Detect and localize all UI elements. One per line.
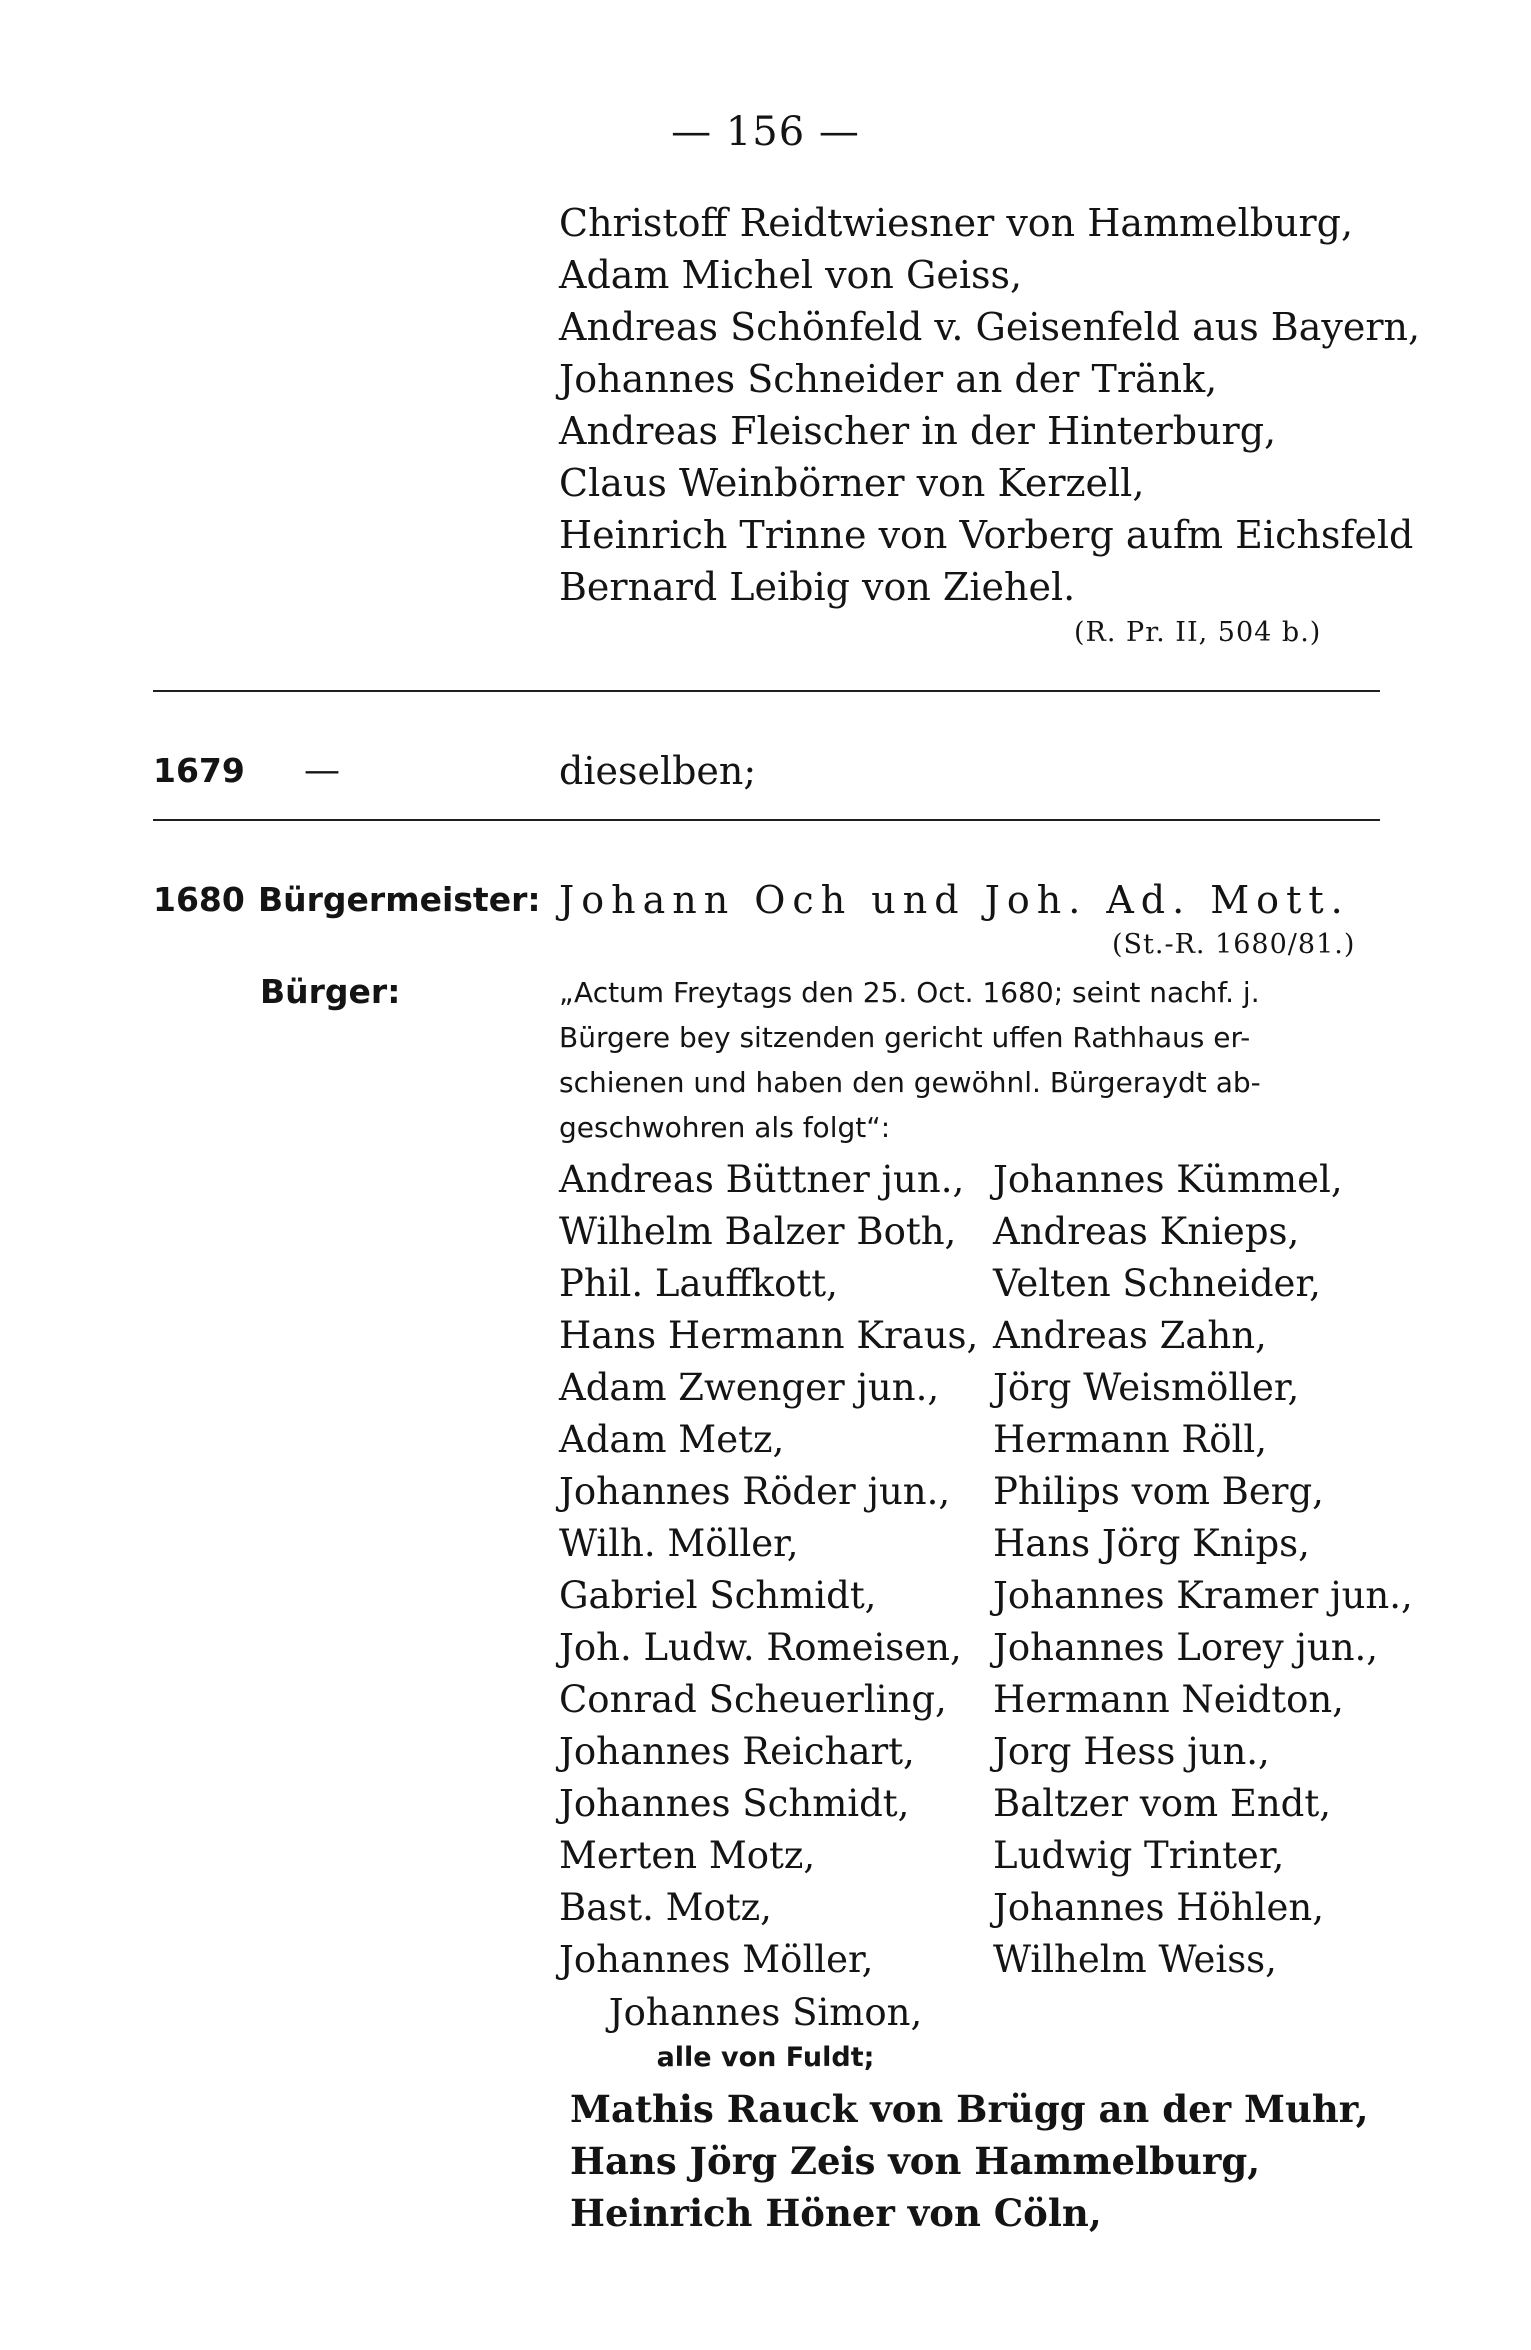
citizen-row [559, 1362, 1429, 1414]
citizen-name-right: Johannes Höhlen, [993, 1886, 1324, 1929]
citizen-name-left: Andreas Büttner jun., [559, 1158, 965, 1201]
citizen-row [559, 1258, 1429, 1310]
entry-1679-text: dieselben; [559, 749, 757, 793]
citizen-name-right: Hans Jörg Knips, [993, 1522, 1310, 1565]
citizen-name-right: Philips vom Berg, [993, 1470, 1324, 1513]
citizen-row [559, 1778, 1429, 1830]
citizen-name-right: Andreas Zahn, [993, 1314, 1267, 1357]
mayor-names: Johann Och und Joh. Ad. Mott. [559, 878, 1350, 922]
intro-name-line: Johannes Schneider an der Tränk, [559, 357, 1218, 401]
citizen-name-right: Jorg Hess jun., [993, 1730, 1270, 1773]
citizen-name-right: Wilhelm Weiss, [993, 1938, 1277, 1981]
oath-quote [559, 970, 1385, 1150]
intro-names-list [559, 197, 1419, 613]
citizen-name-right: Baltzer vom Endt, [993, 1782, 1331, 1825]
entry-dash: — [304, 750, 340, 791]
citizen-row [559, 1570, 1429, 1622]
citizen-name-left: Joh. Ludw. Romeisen, [559, 1626, 962, 1669]
citizen-row [559, 1414, 1429, 1466]
outsider-citizens-list [570, 2083, 1368, 2239]
citizen-name-left: Merten Motz, [559, 1834, 816, 1877]
citizens-label: Bürger: [260, 972, 401, 1011]
citizen-name-left: Phil. Lauffkott, [559, 1262, 838, 1305]
citizen-row [559, 1830, 1429, 1882]
citizen-row [559, 1206, 1429, 1258]
citizen-name-left: Johannes Schmidt, [559, 1782, 910, 1825]
outsider-name-line: Mathis Rauck von Brügg an der Muhr, [570, 2087, 1369, 2131]
intro-name-line: Andreas Fleischer in der Hinterburg, [559, 409, 1277, 453]
section-divider [153, 819, 1380, 821]
intro-name-line: Andreas Schönfeld v. Geisenfeld aus Bayern, [559, 305, 1421, 349]
citizen-name-left: Bast. Motz, [559, 1886, 772, 1929]
citizen-name-right: Ludwig Trinter, [993, 1834, 1285, 1877]
intro-citation: (R. Pr. II, 504 b.) [1074, 617, 1322, 648]
citizen-name-left: Johannes Röder jun., [559, 1470, 951, 1513]
citizen-name-right: Velten Schneider, [993, 1262, 1321, 1305]
citizen-row [559, 1466, 1429, 1518]
year-1679: 1679 [153, 751, 245, 790]
year-1680: 1680 [153, 880, 245, 919]
citizen-name-right: Andreas Knieps, [993, 1210, 1300, 1253]
intro-name-line: Claus Weinbörner von Kerzell, [559, 461, 1145, 505]
mayor-label: Bürgermeister: [258, 880, 541, 919]
citizen-row [559, 1310, 1429, 1362]
citizen-name-left: Adam Zwenger jun., [559, 1366, 940, 1409]
intro-name-line: Christoff Reidtwiesner von Hammelburg, [559, 201, 1354, 245]
intro-name-line: Bernard Leibig von Ziehel. [559, 565, 1076, 609]
section-divider [153, 690, 1380, 692]
citizen-name-left: Hans Hermann Kraus, [559, 1314, 979, 1357]
citizen-row [559, 1726, 1429, 1778]
citizen-row [559, 1154, 1429, 1206]
mayor-citation: (St.-R. 1680/81.) [1112, 929, 1356, 960]
citizen-name-left: Wilh. Möller, [559, 1522, 799, 1565]
citizen-row [559, 1622, 1429, 1674]
quote-line: „Actum Freytags den 25. Oct. 1680; seint nachf. j. [559, 976, 1260, 1009]
citizen-name-left: Wilhelm Balzer Both, [559, 1210, 957, 1253]
citizen-name-right: Johannes Lorey jun., [993, 1626, 1379, 1669]
intro-name-line: Adam Michel von Geiss, [559, 253, 1023, 297]
outsider-name-line: Heinrich Höner von Cöln, [570, 2191, 1102, 2235]
citizen-row [559, 1882, 1429, 1934]
outsider-name-line: Hans Jörg Zeis von Hammelburg, [570, 2139, 1261, 2183]
citizen-row [559, 1934, 1429, 1986]
citizens-list [559, 1154, 1429, 1986]
citizen-name-right: Hermann Neidton, [993, 1678, 1344, 1721]
citizen-name-left: Conrad Scheuerling, [559, 1678, 947, 1721]
citizen-name-left: Adam Metz, [559, 1418, 785, 1461]
quote-line: geschwohren als folgt“: [559, 1111, 891, 1144]
citizen-name-right: Johannes Kramer jun., [993, 1574, 1413, 1617]
quote-line: Bürgere bey sitzenden gericht uffen Rathhaus er- [559, 1021, 1251, 1054]
citizen-row [559, 1518, 1429, 1570]
quote-line: schienen und haben den gewöhnl. Bürgeraydt ab- [559, 1066, 1261, 1099]
citizen-name-left: Johannes Reichart, [559, 1730, 915, 1773]
citizen-name-right: Johannes Kümmel, [993, 1158, 1343, 1201]
last-citizen-name: Johannes Simon, [608, 1991, 923, 2034]
origin-note: alle von Fuldt; [656, 2042, 875, 2073]
citizen-name-left: Johannes Möller, [559, 1938, 874, 1981]
intro-name-line: Heinrich Trinne von Vorberg aufm Eichsfeld [559, 513, 1414, 557]
page-number: — 156 — [671, 109, 860, 155]
citizen-name-left: Gabriel Schmidt, [559, 1574, 877, 1617]
citizen-row [559, 1674, 1429, 1726]
citizen-name-right: Hermann Röll, [993, 1418, 1267, 1461]
citizen-name-right: Jörg Weismöller, [993, 1366, 1300, 1409]
